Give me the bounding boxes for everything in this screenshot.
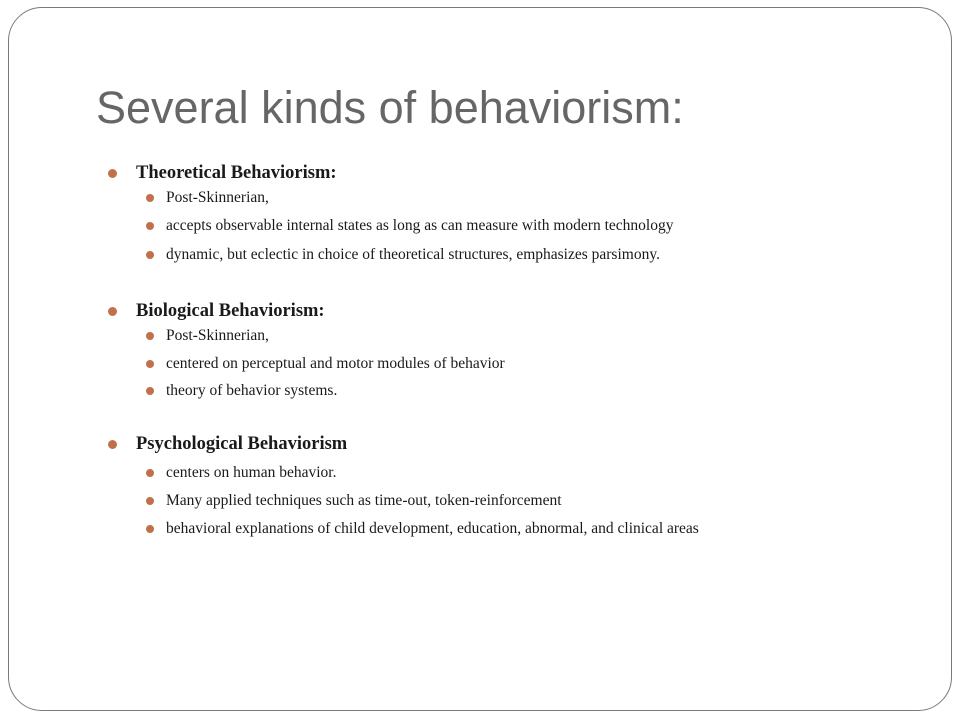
- list-item: [146, 462, 336, 484]
- list-item: [146, 215, 673, 237]
- list-item-text: centers on human behavior.: [166, 464, 337, 481]
- section-heading-theoretical: [108, 160, 337, 186]
- section-heading-biological: [108, 298, 325, 324]
- bullet-icon: [146, 194, 154, 202]
- list-item-text: Post-Skinnerian,: [166, 327, 269, 344]
- section-heading-text: Psychological Behaviorism: [136, 434, 348, 454]
- list-item-text: accepts observable internal states as long as can measure with modern technology: [166, 217, 674, 234]
- bullet-icon: [146, 525, 154, 533]
- list-item: [146, 490, 562, 512]
- list-item: [146, 244, 660, 266]
- list-item-text: Post-Skinnerian,: [166, 189, 269, 206]
- bullet-icon: [108, 440, 117, 449]
- slide-title: Several kinds of behaviorism:: [96, 82, 684, 133]
- list-item: [146, 187, 269, 209]
- list-item-text: centered on perceptual and motor modules of behavior: [166, 355, 505, 372]
- section-heading-text: Biological Behaviorism:: [136, 301, 325, 321]
- list-item: [146, 325, 269, 347]
- bullet-icon: [146, 497, 154, 505]
- bullet-icon: [146, 332, 154, 340]
- list-item: [146, 518, 699, 540]
- list-item-text: theory of behavior systems.: [166, 382, 338, 399]
- bullet-icon: [146, 469, 154, 477]
- section-heading-text: Theoretical Behaviorism:: [136, 163, 337, 183]
- bullet-icon: [108, 169, 117, 178]
- list-item: [146, 353, 505, 375]
- list-item: [146, 380, 337, 402]
- list-item-text: behavioral explanations of child development, education, abnormal, and clinical areas: [166, 520, 699, 537]
- bullet-icon: [108, 307, 117, 316]
- section-heading-psychological: [108, 431, 347, 457]
- bullet-icon: [146, 387, 154, 395]
- bullet-icon: [146, 222, 154, 230]
- bullet-icon: [146, 251, 154, 259]
- list-item-text: dynamic, but eclectic in choice of theoretical structures, emphasizes parsimony.: [166, 246, 660, 263]
- list-item-text: Many applied techniques such as time-out, token-reinforcement: [166, 492, 562, 509]
- bullet-icon: [146, 360, 154, 368]
